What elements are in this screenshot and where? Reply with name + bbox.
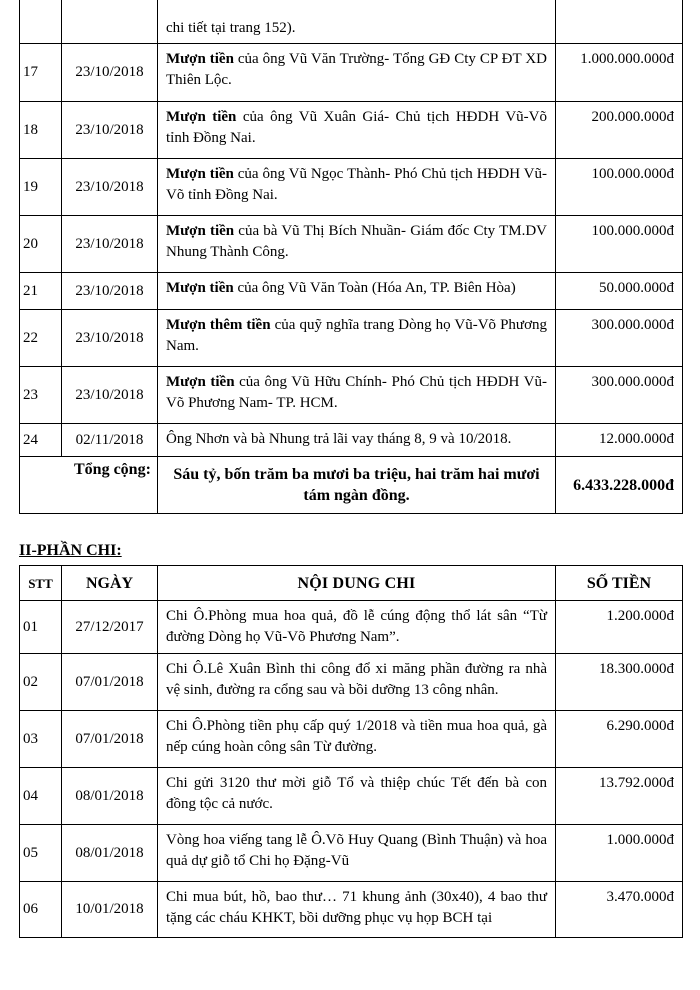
row-date: 23/10/2018: [62, 44, 158, 102]
row-date: 07/01/2018: [62, 711, 158, 768]
row-content: [158, 273, 556, 310]
row-content: [158, 424, 556, 457]
row-date: 27/12/2017: [62, 601, 158, 654]
row-content: Chi Ô.Phòng tiền phụ cấp quý 1/2018 và tiền mua hoa quả, gà nếp cúng hoàn công sân Từ đường.: [158, 711, 556, 768]
income-table: [19, 0, 683, 514]
row-content: Chi Ô.Phòng mua hoa quả, đồ lễ cúng động thổ lát sân “Từ đường Dòng họ Vũ-Võ Phương Nam”.: [158, 601, 556, 654]
row-content-bold: Mượn tiền: [166, 166, 234, 182]
row-amount: 1.200.000đ: [556, 601, 683, 654]
income-row: [20, 0, 683, 44]
income-row: [20, 367, 683, 424]
row-date: 23/10/2018: [62, 310, 158, 367]
row-stt: 01: [20, 601, 62, 654]
header-amount: SỐ TIỀN: [556, 566, 683, 601]
row-content-bold: Mượn tiền: [166, 51, 234, 67]
row-content-text: Ông Nhơn và bà Nhung trả lãi vay tháng 8, 9 và 10/2018.: [166, 431, 512, 447]
row-stt: 06: [20, 882, 62, 938]
expense-row: [20, 882, 683, 938]
row-content: [158, 367, 556, 424]
row-amount: 300.000.000đ: [556, 310, 683, 367]
row-content-text: của ông Vũ Văn Trường- Tổng GĐ Cty CP ĐT XD Thiên Lộc.: [166, 51, 547, 88]
income-row: [20, 273, 683, 310]
row-amount: 300.000.000đ: [556, 367, 683, 424]
row-amount: 1.000.000.000đ: [556, 44, 683, 102]
row-amount: 6.290.000đ: [556, 711, 683, 768]
row-amount: 200.000.000đ: [556, 102, 683, 159]
header-content: NỘI DUNG CHI: [158, 566, 556, 601]
income-row: [20, 310, 683, 367]
row-amount: 3.470.000đ: [556, 882, 683, 938]
row-date: 23/10/2018: [62, 216, 158, 273]
row-amount: 1.000.000đ: [556, 825, 683, 882]
section-title: II-PHẦN CHI:: [19, 542, 122, 559]
row-content-text: của ông Vũ Văn Toàn (Hóa An, TP. Biên Hòa): [233, 280, 516, 296]
row-content: [158, 310, 556, 367]
row-content-text: của ông Vũ Ngọc Thành- Phó Chủ tịch HĐDH Vũ-Võ tỉnh Đồng Nai.: [166, 166, 547, 203]
expense-row: [20, 825, 683, 882]
row-content: [158, 0, 556, 44]
row-date: 23/10/2018: [62, 273, 158, 310]
row-stt: 18: [20, 102, 62, 159]
total-label: Tổng cộng:: [20, 457, 158, 514]
header-date: NGÀY: [62, 566, 158, 601]
total-row: [20, 457, 683, 514]
row-stt: 05: [20, 825, 62, 882]
row-stt: 24: [20, 424, 62, 457]
row-stt: 20: [20, 216, 62, 273]
row-date: 08/01/2018: [62, 825, 158, 882]
row-stt: 19: [20, 159, 62, 216]
row-content: Chi mua bút, hồ, bao thư… 71 khung ảnh (30x40), 4 bao thư tặng các cháu KHKT, bồi dưỡng phục vụ họp BCH tại: [158, 882, 556, 938]
row-content-text: chi tiết tại trang 152).: [166, 20, 296, 36]
row-content: [158, 216, 556, 273]
row-content: [158, 44, 556, 102]
row-amount: 13.792.000đ: [556, 768, 683, 825]
row-content-text: của quỹ nghĩa trang Dòng họ Vũ-Võ Phương Nam.: [166, 317, 547, 354]
row-stt: [20, 0, 62, 44]
row-amount: 100.000.000đ: [556, 216, 683, 273]
row-amount: [556, 0, 683, 44]
row-content: Vòng hoa viếng tang lễ Ô.Võ Huy Quang (Bình Thuận) và hoa quả dự giỗ tổ Chi họ Đặng-Vũ: [158, 825, 556, 882]
row-date: 23/10/2018: [62, 159, 158, 216]
row-stt: 22: [20, 310, 62, 367]
row-content-text: của bà Vũ Thị Bích Nhuần- Giám đốc Cty TM.DV Nhung Thành Công.: [166, 223, 547, 260]
row-content-bold: Mượn thêm tiền: [166, 317, 271, 333]
row-content-bold: Mượn tiền: [166, 109, 237, 125]
total-amount: 6.433.228.000đ: [556, 457, 683, 514]
row-date: 07/01/2018: [62, 654, 158, 711]
expense-row: [20, 711, 683, 768]
expense-row: [20, 768, 683, 825]
income-row: [20, 159, 683, 216]
income-row: [20, 44, 683, 102]
row-content-bold: Mượn tiền: [166, 374, 235, 390]
income-row: [20, 424, 683, 457]
row-content: [158, 102, 556, 159]
row-amount: 50.000.000đ: [556, 273, 683, 310]
row-stt: 04: [20, 768, 62, 825]
row-stt: 03: [20, 711, 62, 768]
header-stt: STT: [20, 566, 62, 601]
row-content-text: của ông Vũ Xuân Giá- Chủ tịch HĐDH Vũ-Võ tỉnh Đồng Nai.: [166, 109, 547, 146]
expense-header-row: [20, 566, 683, 601]
row-date: 02/11/2018: [62, 424, 158, 457]
row-amount: 100.000.000đ: [556, 159, 683, 216]
row-content: [158, 159, 556, 216]
row-content-text: của ông Vũ Hữu Chính- Phó Chủ tịch HĐDH Vũ-Võ Phương Nam- TP. HCM.: [166, 374, 547, 411]
row-amount: 18.300.000đ: [556, 654, 683, 711]
row-date: 23/10/2018: [62, 367, 158, 424]
row-content: Chi Ô.Lê Xuân Bình thi công đổ xi măng phần đường ra nhà vệ sinh, đường ra cổng sau và bồi dưỡng 13 công nhân.: [158, 654, 556, 711]
row-amount: 12.000.000đ: [556, 424, 683, 457]
income-row: [20, 102, 683, 159]
expense-row: [20, 601, 683, 654]
row-stt: 02: [20, 654, 62, 711]
row-stt: 23: [20, 367, 62, 424]
row-stt: 17: [20, 44, 62, 102]
expense-table: [19, 565, 683, 938]
row-date: 10/01/2018: [62, 882, 158, 938]
row-date: [62, 0, 158, 44]
row-date: 23/10/2018: [62, 102, 158, 159]
row-stt: 21: [20, 273, 62, 310]
row-content-bold: Mượn tiền: [166, 280, 234, 296]
row-date: 08/01/2018: [62, 768, 158, 825]
income-row: [20, 216, 683, 273]
row-content-bold: Mượn tiền: [166, 223, 235, 239]
row-content: Chi gửi 3120 thư mời giỗ Tổ và thiệp chúc Tết đến bà con đồng tộc cả nước.: [158, 768, 556, 825]
total-text: Sáu tỷ, bốn trăm ba mươi ba triệu, hai trăm hai mươi tám ngàn đồng.: [158, 457, 556, 514]
expense-row: [20, 654, 683, 711]
